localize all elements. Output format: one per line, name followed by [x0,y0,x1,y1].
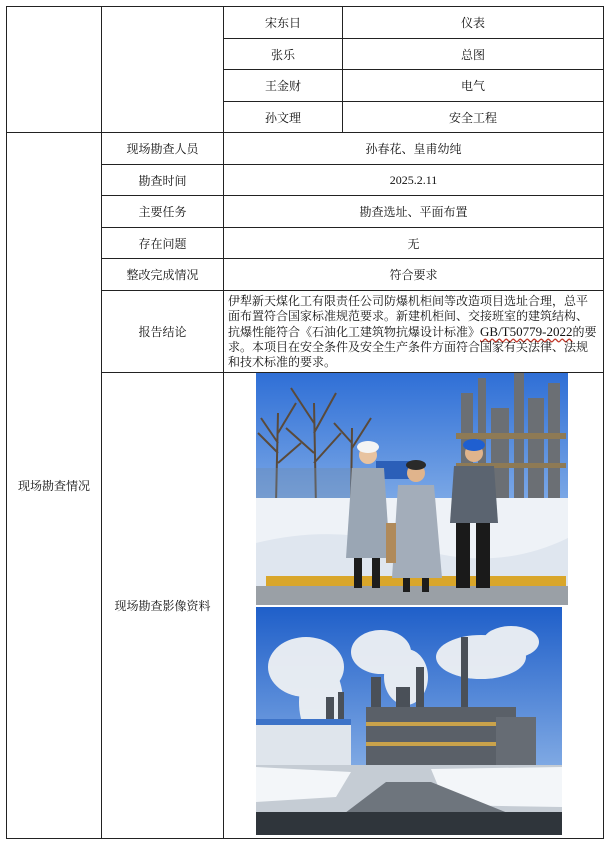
images-cell [224,373,604,839]
staff-specialty: 安全工程 [343,102,604,133]
staff-specialty: 电气 [343,70,604,102]
staff-specialty: 总图 [343,39,604,70]
staff-specialty: 仪表 [343,7,604,39]
personnel-label: 现场勘查人员 [102,133,224,165]
task-label: 主要任务 [102,196,224,228]
staff-name: 张乐 [224,39,343,70]
staff-name: 孙文理 [224,102,343,133]
section-label: 现场勘查情况 [7,133,102,839]
survey-record-table [6,6,604,839]
staff-name: 宋东日 [224,7,343,39]
site-photo-people [256,373,568,605]
staff-name: 王金财 [224,70,343,102]
conclusion-part2: 的要求。本项目在安全条件及安全生产条件方面符合国家有关法律、法规和技术标准的要求。 [228,324,597,369]
conclusion-part1: 伊犁新天煤化工有限责任公司防爆机柜间等改造项目选址合理，总平面布置符合国家标准规范要求。新建机柜间、交接班室的建筑结构、抗爆性能符合《石油化工建筑物抗爆设计标准》 [228,293,589,339]
issue-value: 无 [224,228,604,259]
images-label: 现场勘查影像资料 [102,373,224,839]
rectify-value: 符合要求 [224,259,604,291]
time-value: 2025.2.11 [224,165,604,196]
standard-code: GB/T50779-2022 [480,323,573,339]
conclusion-label: 报告结论 [102,291,224,373]
time-label: 勘查时间 [102,165,224,196]
personnel-value: 孙春花、皇甫幼纯 [224,133,604,165]
rectify-label: 整改完成情况 [102,259,224,291]
conclusion-text [224,291,604,373]
task-value: 勘查选址、平面布置 [224,196,604,228]
personnel-row [7,133,604,165]
staff-row [7,7,604,39]
blank-cell [102,7,224,133]
blank-cell [7,7,102,133]
issue-label: 存在问题 [102,228,224,259]
site-photo-plant [256,607,562,835]
